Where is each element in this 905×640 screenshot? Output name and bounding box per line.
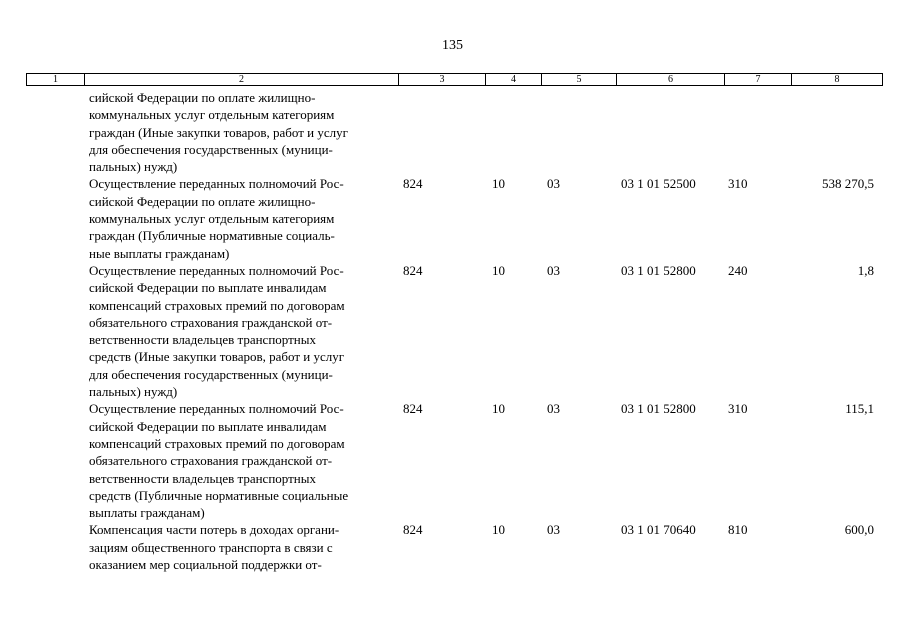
row-name-line: граждан (Публичные нормативные социаль-: [89, 228, 335, 244]
row-name-line: сийской Федерации по выплате инвалидам: [89, 418, 327, 434]
row-name-line: средств (Иные закупки товаров, работ и услуг: [89, 349, 345, 365]
row-name-line: сийской Федерации по оплате жилищно-: [89, 193, 316, 209]
row-name-line: выплаты гражданам): [89, 505, 205, 521]
row-name-line: ные выплаты гражданам): [89, 245, 230, 261]
header-col-7: 7: [725, 74, 792, 86]
row-name: [89, 175, 399, 261]
page-number: 135: [442, 38, 463, 53]
ministry-code: 824: [403, 262, 423, 278]
amount: 538 270,5: [822, 176, 874, 192]
row-name-line: оказанием мер социальной поддержки от-: [89, 557, 322, 573]
header-col-5: 5: [542, 74, 617, 86]
expense-type-code: 310: [728, 176, 748, 192]
table-row: [0, 521, 905, 573]
row-name-line: коммунальных услуг отдельным категориям: [89, 211, 335, 227]
table-row: [0, 175, 905, 261]
row-name-line: Осуществление переданных полномочий Рос-: [89, 262, 344, 278]
row-name-line: для обеспечения государственных (муници-: [89, 141, 333, 157]
amount: 600,0: [844, 522, 874, 538]
expense-type-code: 810: [728, 522, 748, 538]
row-name: [89, 400, 399, 521]
column-number-header: [26, 73, 883, 86]
row-name-line: обязательного страхования гражданской от-: [89, 314, 333, 330]
row-name-line: зациям общественного транспорта в связи с: [89, 539, 333, 555]
ministry-code: 824: [403, 401, 423, 417]
row-name-line: ветственности владельцев транспортных: [89, 332, 316, 348]
row-name-line: Осуществление переданных полномочий Рос-: [89, 176, 344, 192]
row-name-line: для обеспечения государственных (муници-: [89, 366, 333, 382]
ministry-code: 824: [403, 176, 423, 192]
row-name-line: средств (Публичные нормативные социальные: [89, 487, 349, 503]
amount: 1,8: [857, 262, 874, 278]
table-row: [0, 89, 905, 175]
expense-type-code: 310: [728, 401, 748, 417]
target-article-code: 03 1 01 52800: [621, 262, 696, 278]
table-row: [0, 262, 905, 400]
header-col-6: 6: [617, 74, 725, 86]
target-article-code: 03 1 01 52800: [621, 401, 696, 417]
row-name-line: компенсаций страховых премий по договорам: [89, 297, 345, 313]
section-code: 10: [492, 262, 505, 278]
ministry-code: 824: [403, 522, 423, 538]
row-name-line: Осуществление переданных полномочий Рос-: [89, 401, 344, 417]
row-name-line: компенсаций страховых премий по договорам: [89, 435, 345, 451]
row-name-line: граждан (Иные закупки товаров, работ и услуг: [89, 124, 348, 140]
header-col-1: 1: [27, 74, 85, 86]
header-col-8: 8: [792, 74, 883, 86]
budget-table-body: [0, 89, 905, 573]
row-name-line: сийской Федерации по оплате жилищно-: [89, 90, 316, 105]
table-row: [0, 400, 905, 521]
row-name-line: коммунальных услуг отдельным категориям: [89, 107, 335, 123]
subsection-code: 03: [547, 262, 560, 278]
expense-type-code: 240: [728, 262, 748, 278]
subsection-code: 03: [547, 401, 560, 417]
section-code: 10: [492, 176, 505, 192]
row-name-line: обязательного страхования гражданской от-: [89, 453, 333, 469]
row-name-line: ветственности владельцев транспортных: [89, 470, 316, 486]
row-name-line: сийской Федерации по выплате инвалидам: [89, 280, 327, 296]
header-col-2: 2: [85, 74, 399, 86]
header-col-3: 3: [399, 74, 486, 86]
header-col-4: 4: [486, 74, 542, 86]
section-code: 10: [492, 401, 505, 417]
subsection-code: 03: [547, 176, 560, 192]
row-name-line: пальных) нужд): [89, 159, 178, 175]
row-name: [89, 89, 399, 175]
row-name-line: пальных) нужд): [89, 384, 178, 400]
subsection-code: 03: [547, 522, 560, 538]
amount: 115,1: [845, 401, 874, 417]
row-name: [89, 521, 399, 573]
target-article-code: 03 1 01 70640: [621, 522, 696, 538]
section-code: 10: [492, 522, 505, 538]
row-name: [89, 262, 399, 400]
row-name-line: Компенсация части потерь в доходах органи-: [89, 522, 340, 538]
target-article-code: 03 1 01 52500: [621, 176, 696, 192]
